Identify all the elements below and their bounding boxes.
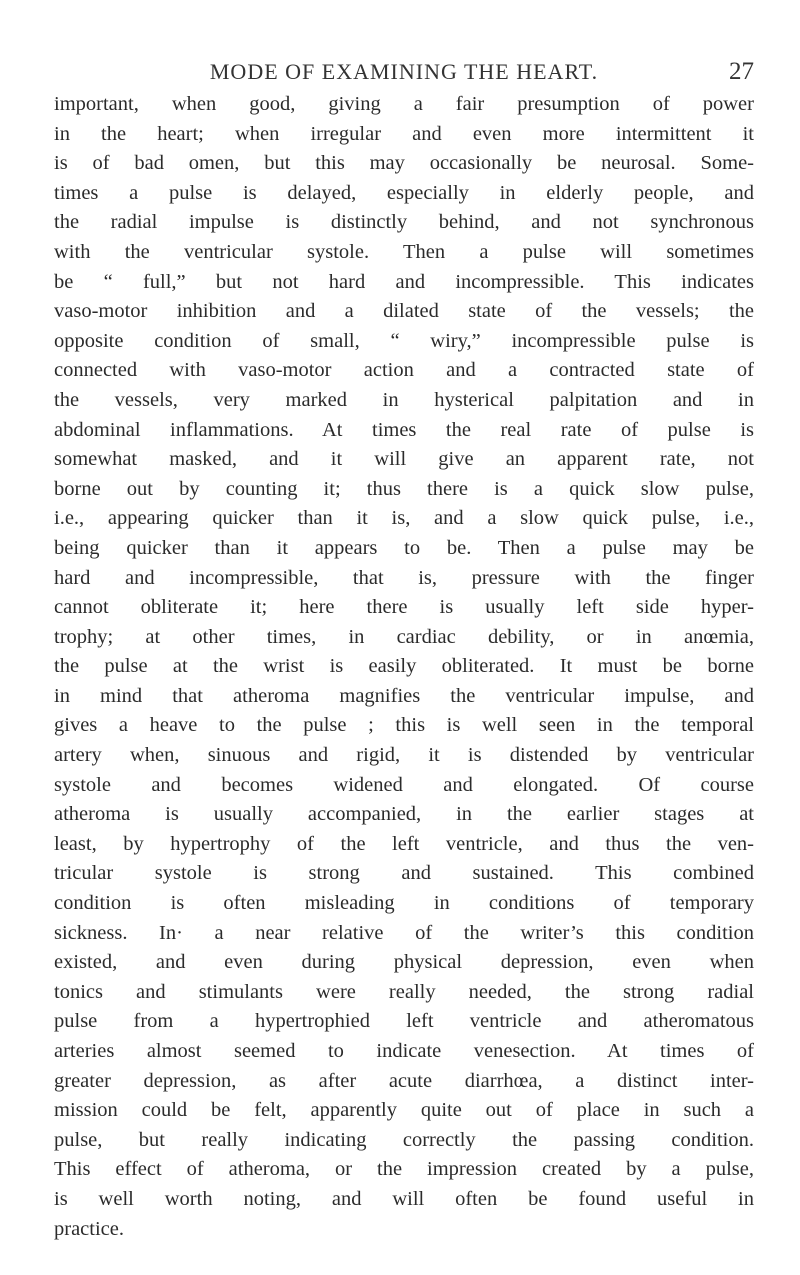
running-title: MODE OF EXAMINING THE HEART. bbox=[209, 59, 599, 84]
text-line: in mind that atheroma magnifies the ventricular impulse, and bbox=[54, 684, 754, 707]
text-line: gives a heave to the pulse ; this is well seen in the temporal bbox=[54, 714, 754, 737]
text-line: i.e., appearing quicker than it is, and a slow quick pulse, i.e., bbox=[54, 507, 754, 530]
text-line: be “ full,” but not hard and incompressible. This indicates bbox=[54, 270, 754, 293]
text-line: tricular systole is strong and sustained. This combined bbox=[54, 862, 754, 885]
text-line: pulse from a hypertrophied left ventricle and atheromatous bbox=[54, 1010, 754, 1033]
text-line: existed, and even during physical depression, even when bbox=[54, 951, 754, 974]
text-line: tonics and stimulants were really needed, the strong radial bbox=[54, 980, 754, 1003]
text-line: times a pulse is delayed, especially in elderly people, and bbox=[54, 181, 754, 204]
text-line: borne out by counting it; thus there is a quick slow pulse, bbox=[54, 477, 754, 500]
text-line: connected with vaso-motor action and a contracted state of bbox=[54, 359, 754, 382]
text-line: practice. bbox=[54, 1217, 124, 1240]
text-line: with the ventricular systole. Then a pulse will sometimes bbox=[54, 240, 754, 263]
text-line: the radial impulse is distinctly behind, and not synchronous bbox=[54, 211, 754, 234]
text-line: mission could be felt, apparently quite out of place in such a bbox=[54, 1099, 754, 1122]
text-line: the vessels, very marked in hysterical palpitation and in bbox=[54, 388, 754, 411]
running-header bbox=[54, 58, 754, 88]
text-line: systole and becomes widened and elongated. Of course bbox=[54, 773, 754, 796]
text-line: least, by hypertrophy of the left ventricle, and thus the ven- bbox=[54, 832, 754, 855]
text-line: in the heart; when irregular and even more intermittent it bbox=[54, 122, 754, 145]
text-line: artery when, sinuous and rigid, it is distended by ventricular bbox=[54, 744, 754, 767]
text-line: greater depression, as after acute diarrhœa, a distinct inter- bbox=[54, 1069, 754, 1092]
text-line: is well worth noting, and will often be found useful in bbox=[54, 1187, 754, 1210]
text-line: condition is often misleading in conditions of temporary bbox=[54, 892, 754, 915]
text-line: vaso-motor inhibition and a dilated state of the vessels; the bbox=[54, 300, 754, 323]
body-text bbox=[54, 90, 754, 1244]
text-line: sickness. In· a near relative of the writer’s this condition bbox=[54, 921, 754, 944]
text-line: important, when good, giving a fair presumption of power bbox=[54, 93, 754, 115]
page-number: 27 bbox=[729, 58, 754, 85]
text-line: cannot obliterate it; here there is usually left side hyper- bbox=[54, 596, 754, 619]
text-line: pulse, but really indicating correctly the passing condition. bbox=[54, 1128, 754, 1151]
text-line: This effect of atheroma, or the impression created by a pulse, bbox=[54, 1158, 754, 1181]
text-line: arteries almost seemed to indicate venesection. At times of bbox=[54, 1040, 754, 1062]
text-line: atheroma is usually accompanied, in the earlier stages at bbox=[54, 803, 754, 826]
text-line: is of bad omen, but this may occasionally be neurosal. Some- bbox=[54, 152, 754, 175]
text-line: being quicker than it appears to be. Then a pulse may be bbox=[54, 536, 754, 559]
text-line: somewhat masked, and it will give an apparent rate, not bbox=[54, 448, 754, 471]
text-line: opposite condition of small, “ wiry,” incompressible pulse is bbox=[54, 329, 754, 352]
text-line: hard and incompressible, that is, pressure with the finger bbox=[54, 566, 754, 589]
text-line: the pulse at the wrist is easily obliterated. It must be borne bbox=[54, 655, 754, 678]
text-line: abdominal inflammations. At times the real rate of pulse is bbox=[54, 418, 754, 441]
text-line: trophy; at other times, in cardiac debility, or in anœmia, bbox=[54, 625, 754, 648]
